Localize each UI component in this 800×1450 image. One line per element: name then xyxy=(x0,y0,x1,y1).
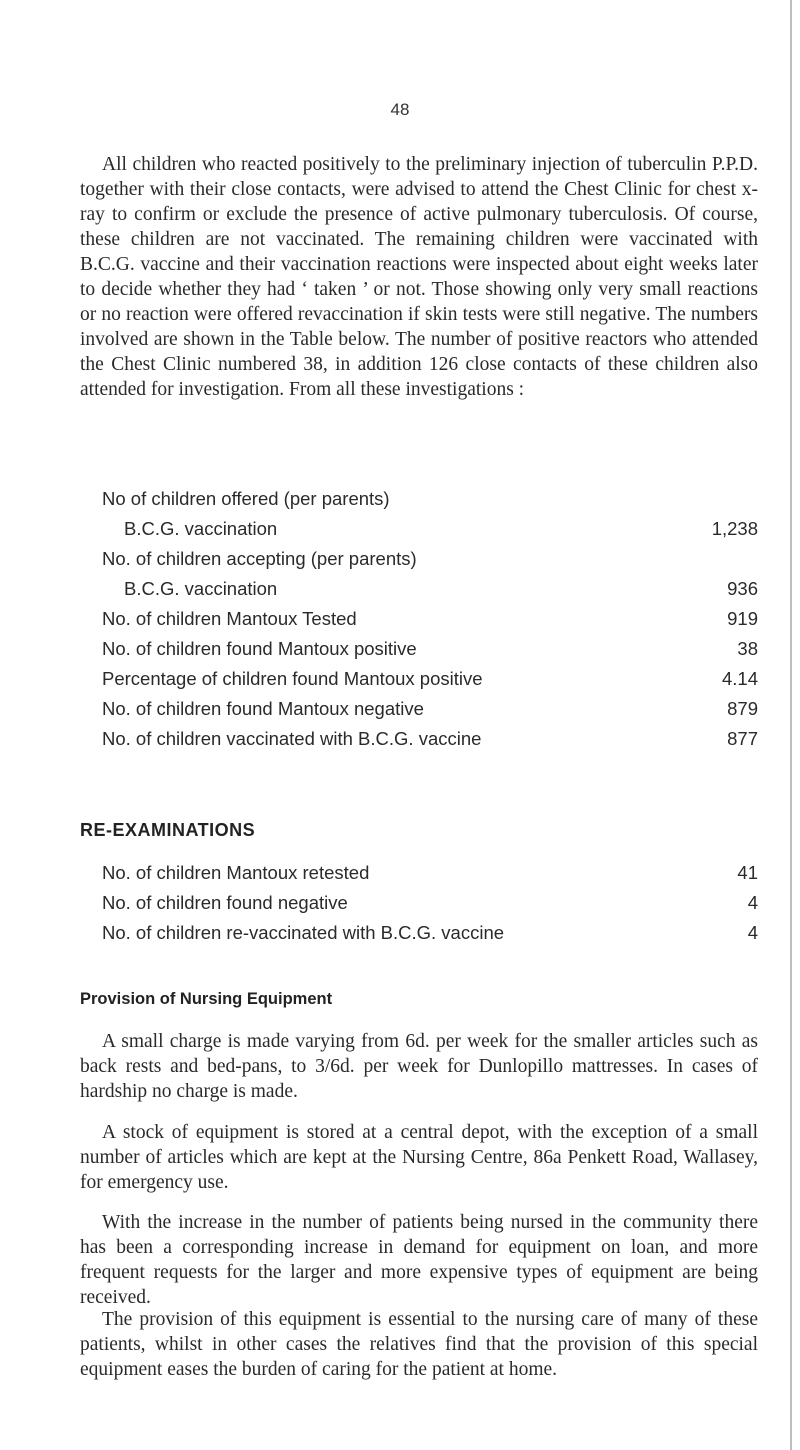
stats-label: No. of children Mantoux Tested xyxy=(102,608,357,629)
stats-value: 919 xyxy=(727,608,758,629)
stats-row xyxy=(102,724,758,754)
stats-value: 877 xyxy=(727,728,758,749)
stats-value: 38 xyxy=(737,638,758,659)
page-edge-shadow xyxy=(790,0,792,1450)
stats-value: 41 xyxy=(737,862,758,883)
provision-paragraph: A stock of equipment is stored at a central depot, with the exception of a small number of articles which are kept at the Nursing Centre, 86a Penkett Road, Wallasey, for emergency use. xyxy=(80,1122,758,1193)
provision-heading: Provision of Nursing Equipment xyxy=(80,990,333,1008)
stats-label: No of children offered (per parents) xyxy=(102,488,390,509)
stats-row xyxy=(102,918,758,948)
stats-row xyxy=(102,858,758,888)
intro-paragraph: All children who reacted positively to the preliminary injection of tuberculin P.P.D. together with their close contacts, were advised to attend the Chest Clinic for chest x-ray to confirm or exclude the presence of active pulmonary tuberculosis. Of course, these children are not vaccinated. The remaining children were vaccinated with B.C.G. vaccine and their vaccination reactions were inspected about eight weeks later to decide whether they had ‘ taken ’ or not. Those showing only very small reactions or no reaction were offered revaccination if skin tests were still negative. The numbers involved are shown in the Table below. The number of positive reactors who attended the Chest Clinic numbered 38, in addition 126 close contacts of these children also attended for investigation. From all these investigations : xyxy=(80,154,758,400)
stats-label: No. of children vaccinated with B.C.G. vaccine xyxy=(102,728,482,749)
reexaminations-heading: RE-EXAMINATIONS xyxy=(80,820,256,840)
provision-paragraph: A small charge is made varying from 6d. per week for the smaller articles such as back rests and bed-pans, to 3/6d. per week for Dunlopillo mattresses. In cases of hardship no charge is made. xyxy=(80,1031,758,1102)
vaccination-stats-table xyxy=(102,484,758,754)
stats-value: 1,238 xyxy=(711,518,758,539)
stats-value: 4 xyxy=(747,922,758,943)
stats-row xyxy=(102,484,758,514)
stats-label: No. of children found Mantoux positive xyxy=(102,638,417,659)
stats-value: 936 xyxy=(727,578,758,599)
stats-row xyxy=(102,514,758,544)
stats-value: 4 xyxy=(747,892,758,913)
stats-label: Percentage of children found Mantoux positive xyxy=(102,668,483,689)
page-number: 48 xyxy=(390,100,410,119)
stats-row xyxy=(102,604,758,634)
stats-row xyxy=(102,634,758,664)
stats-label: No. of children found negative xyxy=(102,892,348,913)
stats-label: B.C.G. vaccination xyxy=(124,518,278,539)
provision-paragraph: The provision of this equipment is essential to the nursing care of many of these patients, whilst in other cases the relatives find that the provision of this special equipment eases the burden of caring for the patient at home. xyxy=(80,1309,758,1380)
stats-label: No. of children found Mantoux negative xyxy=(102,698,424,719)
stats-row xyxy=(102,664,758,694)
stats-label: No. of children Mantoux retested xyxy=(102,862,370,883)
stats-row xyxy=(102,544,758,574)
stats-label: B.C.G. vaccination xyxy=(124,578,278,599)
stats-row xyxy=(102,694,758,724)
stats-label: No. of children accepting (per parents) xyxy=(102,548,417,569)
provision-paragraph: With the increase in the number of patients being nursed in the community there has been a corresponding increase in demand for equipment on loan, and more frequent requests for the larger and more expensive types of equipment are being received. xyxy=(80,1212,758,1308)
stats-value: 4.14 xyxy=(721,668,758,689)
reexaminations-table xyxy=(102,858,758,948)
stats-row xyxy=(102,574,758,604)
stats-value: 879 xyxy=(727,698,758,719)
stats-label: No. of children re-vaccinated with B.C.G. vaccine xyxy=(102,922,505,943)
stats-row xyxy=(102,888,758,918)
